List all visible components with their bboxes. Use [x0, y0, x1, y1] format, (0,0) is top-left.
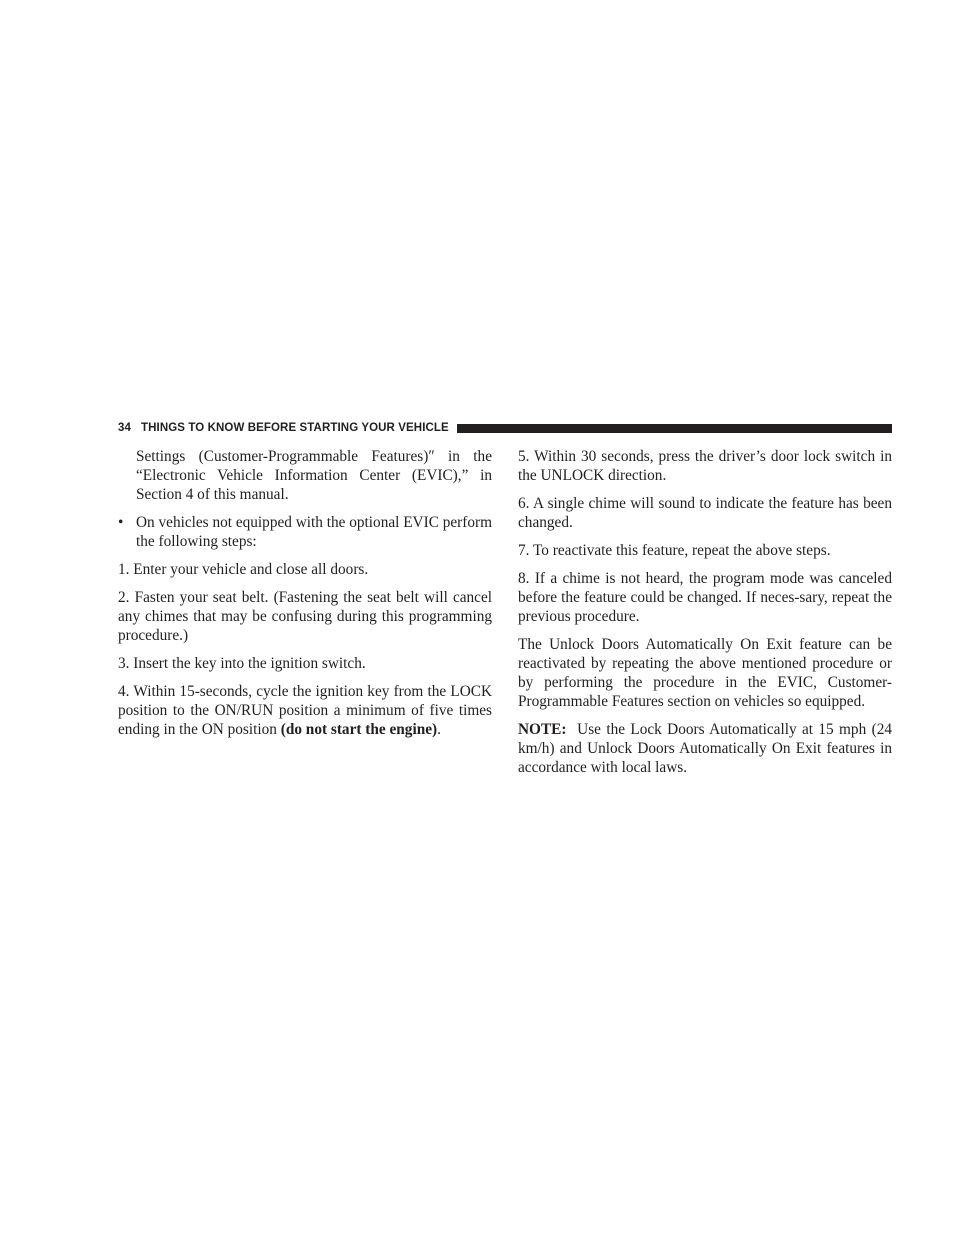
step-4-warning: (do not start the engine): [280, 721, 438, 739]
note-text: Use the Lock Doors Automatically at 15 mph (24 km/h) and Unlock Doors Automatically On Exit features in accordance with local laws.: [518, 721, 896, 776]
step-8: 8. If a chime is not heard, the program mode was canceled before the feature could be changed. If neces-sary, repeat the previous procedure.: [518, 570, 892, 626]
step-5: 5. Within 30 seconds, press the driver’s door lock switch in the UNLOCK direction.: [518, 448, 892, 484]
step-7: 7. To reactivate this feature, repeat the above steps.: [518, 542, 831, 560]
note-label: NOTE:: [518, 721, 567, 739]
step-4: [118, 683, 492, 739]
section-title: THINGS TO KNOW BEFORE STARTING YOUR VEHICLE: [141, 422, 449, 434]
bullet-text: On vehicles not equipped with the optional EVIC perform the following steps:: [136, 513, 492, 550]
page-header: [118, 420, 892, 436]
step-4-text: 4. Within 15-seconds, cycle the ignition key from the LOCK position to the ON/RUN position a minimum of five times ending in the ON position: [118, 683, 492, 739]
step-6: 6. A single chime will sound to indicate the feature has been changed.: [518, 495, 892, 531]
right-column: [518, 448, 896, 787]
left-column: [118, 448, 492, 749]
bullet-marker: •: [118, 513, 124, 531]
bullet-item: [118, 514, 492, 552]
page-number: 34: [118, 422, 131, 434]
step-4-end: .: [437, 721, 441, 739]
note-paragraph: [518, 721, 896, 777]
header-rule: [457, 424, 892, 433]
continuation-paragraph: Settings (Customer-Programmable Features)″ in the “Electronic Vehicle Information Center (EVIC),” in Section 4 of this manual.: [136, 448, 492, 503]
step-1: 1. Enter your vehicle and close all doors.: [118, 560, 369, 578]
reactivate-paragraph: The Unlock Doors Automatically On Exit feature can be reactivated by repeating the above mentioned procedure or by performing the procedure in the EVIC, Customer-Programmable Features section on vehicles so equipped.: [518, 636, 892, 710]
step-3: 3. Insert the key into the ignition switch.: [118, 655, 366, 673]
step-2: 2. Fasten your seat belt. (Fastening the seat belt will cancel any chimes that may be confusing during this programming procedure.): [118, 589, 492, 644]
